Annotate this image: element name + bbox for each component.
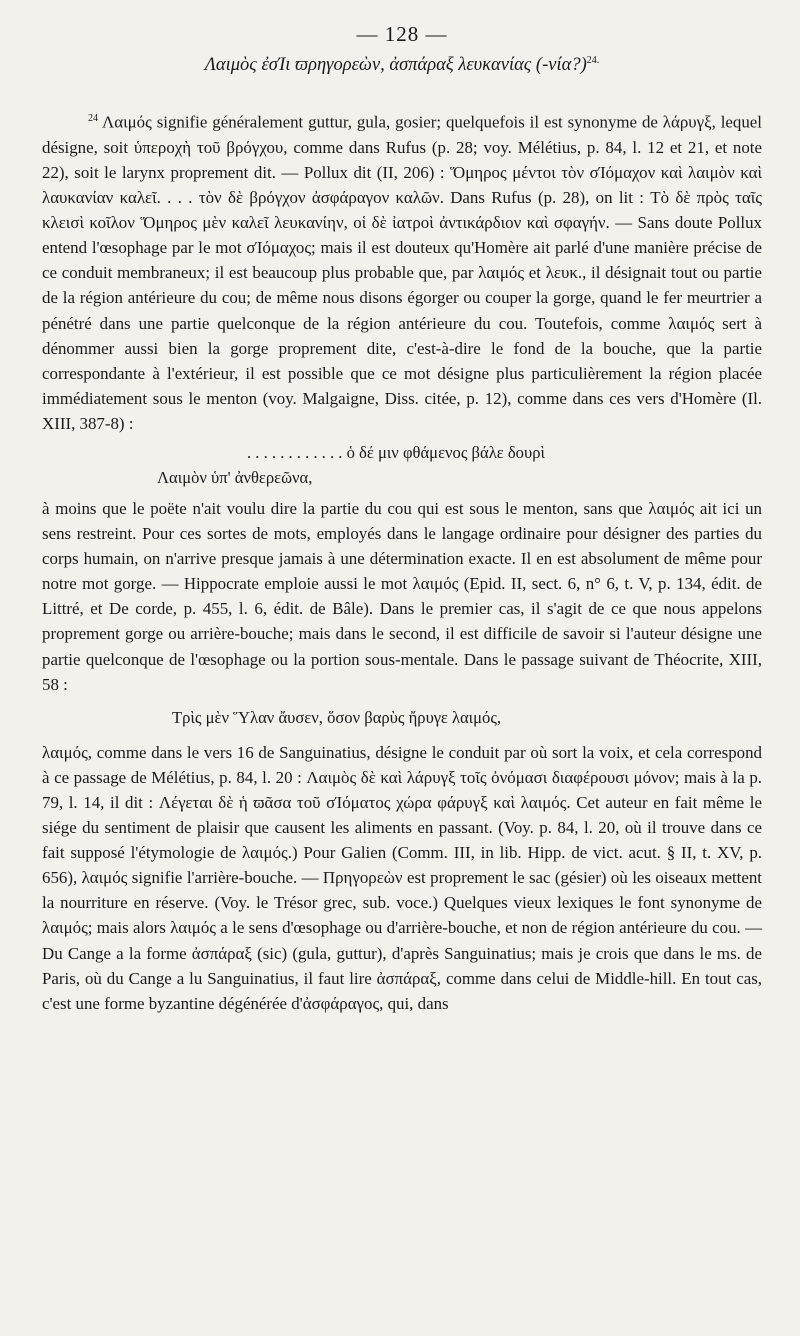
- footnote-paragraph-2: à moins que le poëte n'ait voulu dire la partie du cou qui est sous le menton, sans que λαιμός ait ici un sens restreint. Pour ces sortes de mots, employés dans le langage ordinaire pour désigner des parties du corps humain, on n'arrive presque jamais à une détermination exacte. Il en est absolument de même pour notre mot gorge. — Hippocrate emploie aussi le mot λαιμός (Epid. II, sect. 6, n° 6, t. V, p. 134, édit. de Littré, et De corde, p. 455, l. 6, édit. de Bâle). Dans le premier cas, il s'agit de ce que nous appelons proprement gorge ou arrière-bouche; mais dans le second, il est difficile de savoir si l'auteur désigne une partie quelconque de l'œsophage ou la portion sous-mentale. Dans le passage suivant de Théocrite, XIII, 58 :: [42, 499, 762, 694]
- footnote-paragraph-1-text: Λαιμός signifie généralement guttur, gula, gosier; quelquefois il est synonyme de λάρυγξ, lequel désigne, soit ὑπεροχὴ τοῦ βρόγχου, comme dans Rufus (p. 28; voy. Mélétius, p. 84, l. 12 et 21, et note 22), soit le larynx proprement dit. — Pollux dit (II, 206) : Ὅμηρος μέντοι τὸν σΊόμαχον καὶ λαιμὸν καὶ λαυκανίαν καλεῖ. . . . τὸν δὲ βρόγχον ἀσφάραγον καλῶν. Dans Rufus (p. 28), on lit : Τὸ δὲ πρὸς ταῖς κλεισὶ κοῖλον Ὅμηρος μὲν καλεῖ λευκανίην, οἱ δὲ ἰατροὶ ἀντικάρδιον καὶ σφαγήν. — Sans doute Pollux entend l'œsophage par le mot σΊόμαχος; mais il est douteux qu'Homère ait parlé d'une manière précise de ce conduit membraneux; il est beaucoup plus probable que, par λαιμός et λευκ., il désignait tout ou partie de la région antérieure du cou; de même nous disons égorger ou couper la gorge, quand le fer meurtrier a pénétré dans une partie quelconque de la région antérieure du cou. Toutefois, comme λαιμός sert à dénommer aussi bien la gorge proprement dite, c'est-à-dire le fond de la bouche, que la partie correspondante à l'extérieur, il est possible que ce mot désigne plus particulièrement la région placée immédiatement sous le menton (voy. Malgaigne, Diss. citée, p. 12), comme dans ces vers d'Homère (Il. XIII, 387-8) :: [42, 112, 762, 433]
- verse-heading-text: Λαιμὸς ἐσΊι ϖρηγορεὼν, ἀσπάραξ λευκανίας (-νία?): [204, 55, 587, 76]
- footnote-paragraph-1: [42, 106, 762, 436]
- homer-verse-line-2: Λαιμὸν ὑπ' ἀνθερεῶνα,: [157, 468, 313, 487]
- footnote: [42, 106, 762, 1016]
- footnote-reference: 24.: [586, 55, 600, 66]
- footnote-paragraph-3: λαιμός, comme dans le vers 16 de Sanguinatius, désigne le conduit par où sort la voix, et cela correspond à ce passage de Mélétius, p. 84, l. 20 : Λαιμὸς δὲ καὶ λάρυγξ τοῖς ὀνόμασι διαφέρουσι μόνον; mais à la p. 79, l. 14, il dit : Λέγεται δὲ ἡ ϖᾶσα τοῦ σΊόματος χώρα φάρυγξ καὶ λαιμός. Cet auteur en fait même le siége du sentiment de plaisir que causent les aliments en passant. (Voy. p. 84, l. 20, où il trouve dans ce fait supposé l'étymologie de λαιμός.) Pour Galien (Comm. III, in lib. Hipp. de vict. acut. § II, t. XV, p. 656), λαιμός signifie l'arrière-bouche. — Πρηγορεὼν est proprement le sac (gésier) où les oiseaux mettent la nourriture en réserve. (Voy. le Trésor grec, sub. voce.) Quelques vieux lexiques le font synonyme de λαιμός; mais alors λαιμός a le sens d'œsophage ou d'arrière-bouche, et non de région antérieure du cou. — Du Cange a la forme ἀσπάραξ (sic) (gula, guttur), d'après Sanguinatius; mais je crois que dans le ms. de Paris, où du Cange a lu Sanguinatius, il faut lire ἀσπάραξ, comme dans celui de Middle-hill. En tout cas, c'est une forme byzantine dégénérée d'ἀσφάραγος, qui, dans: [42, 742, 762, 1013]
- homer-quotation: [42, 440, 762, 490]
- theocritus-quotation: Τρὶς μὲν Ὕλαν ἄυσεν, ὅσον βαρὺς ἤρυγε λαιμός,: [172, 707, 502, 727]
- page-number: — 128 —: [356, 22, 448, 46]
- footnote-marker: 24: [88, 113, 98, 125]
- homer-verse-line-1: . . . . . . . . . . . . ὁ δέ μιν φθάμενος βάλε δουρὶ: [247, 443, 545, 462]
- verse-heading: [42, 55, 762, 76]
